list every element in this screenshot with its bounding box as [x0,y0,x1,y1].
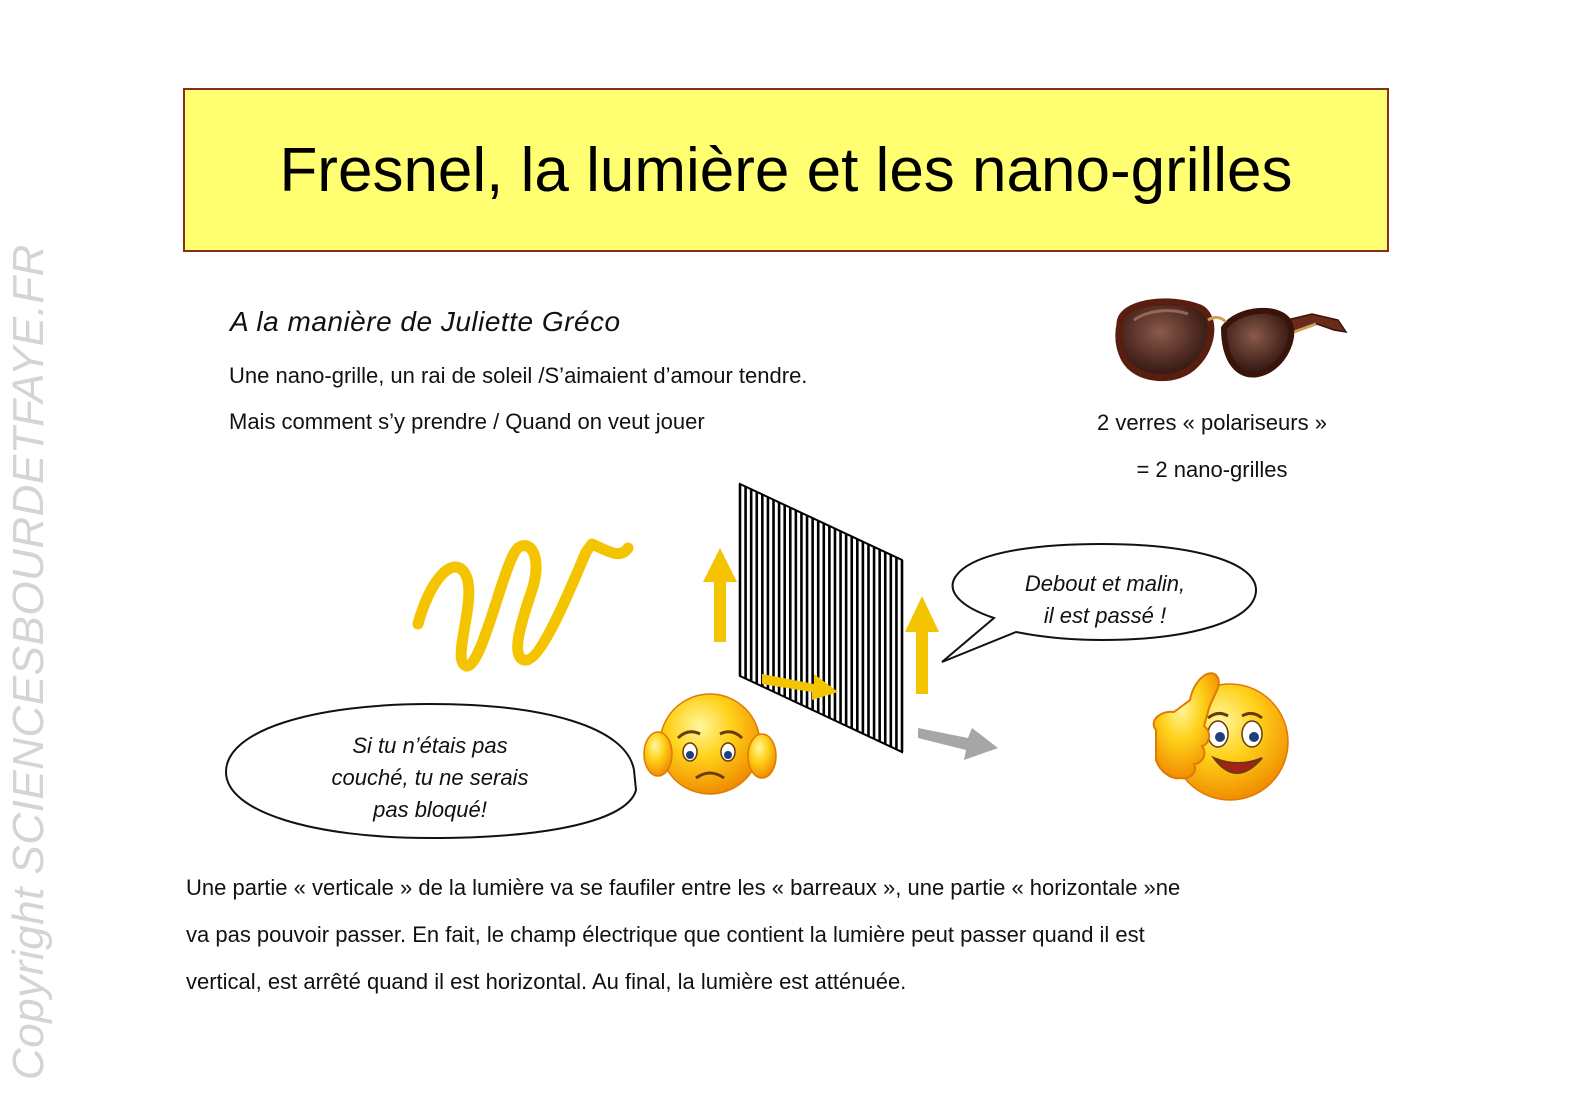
title-banner [183,88,1389,252]
sad-emoji-icon [644,692,778,800]
speech-right-line-1: Debout et malin, [1024,571,1186,596]
gray-output-arrow [918,722,1002,764]
lyrics-line-2: Mais comment s’y prendre / Quand on veut jouer [229,409,705,434]
lyrics-line-1: Une nano-grille, un rai de soleil /S’aimaient d’amour tendre. [229,363,808,388]
speech-left-line-3: pas bloqué! [373,797,487,822]
glasses-caption-1: 2 verres « polariseurs » [1097,410,1327,435]
speech-bubble-right-text [980,568,1230,632]
speech-left-line-2: couché, tu ne serais [331,765,529,790]
explanation-line-3: vertical, est arrêté quand il est horizontal. Au final, la lumière est atténuée. [186,969,907,994]
glasses-caption-2: = 2 nano-grilles [1136,457,1288,482]
explanation-paragraph [186,864,1386,1005]
copyright-watermark: Copyright SCIENCESBOURDETFAYE.FR [4,244,53,1080]
vertical-arrow-left [700,544,740,644]
page-title: Fresnel, la lumière et les nano-grilles [279,135,1293,205]
speech-left-line-1: Si tu n’étais pas [352,733,508,758]
lyrics-heading: A la manière de Juliette Gréco [230,306,621,337]
speech-right-line-2: il est passé ! [1043,603,1167,628]
speech-bubble-left-text [275,730,585,826]
light-wave-icon [400,520,640,680]
thumbs-up-emoji-icon [1138,660,1294,806]
sunglasses-illustration [1112,290,1352,394]
explanation-line-2: va pas pouvoir passer. En fait, le champ électrique que contient la lumière peut passer quand il est [186,922,1145,947]
explanation-line-1: Une partie « verticale » de la lumière va se faufiler entre les « barreaux », une partie « horizontale »ne [186,875,1181,900]
